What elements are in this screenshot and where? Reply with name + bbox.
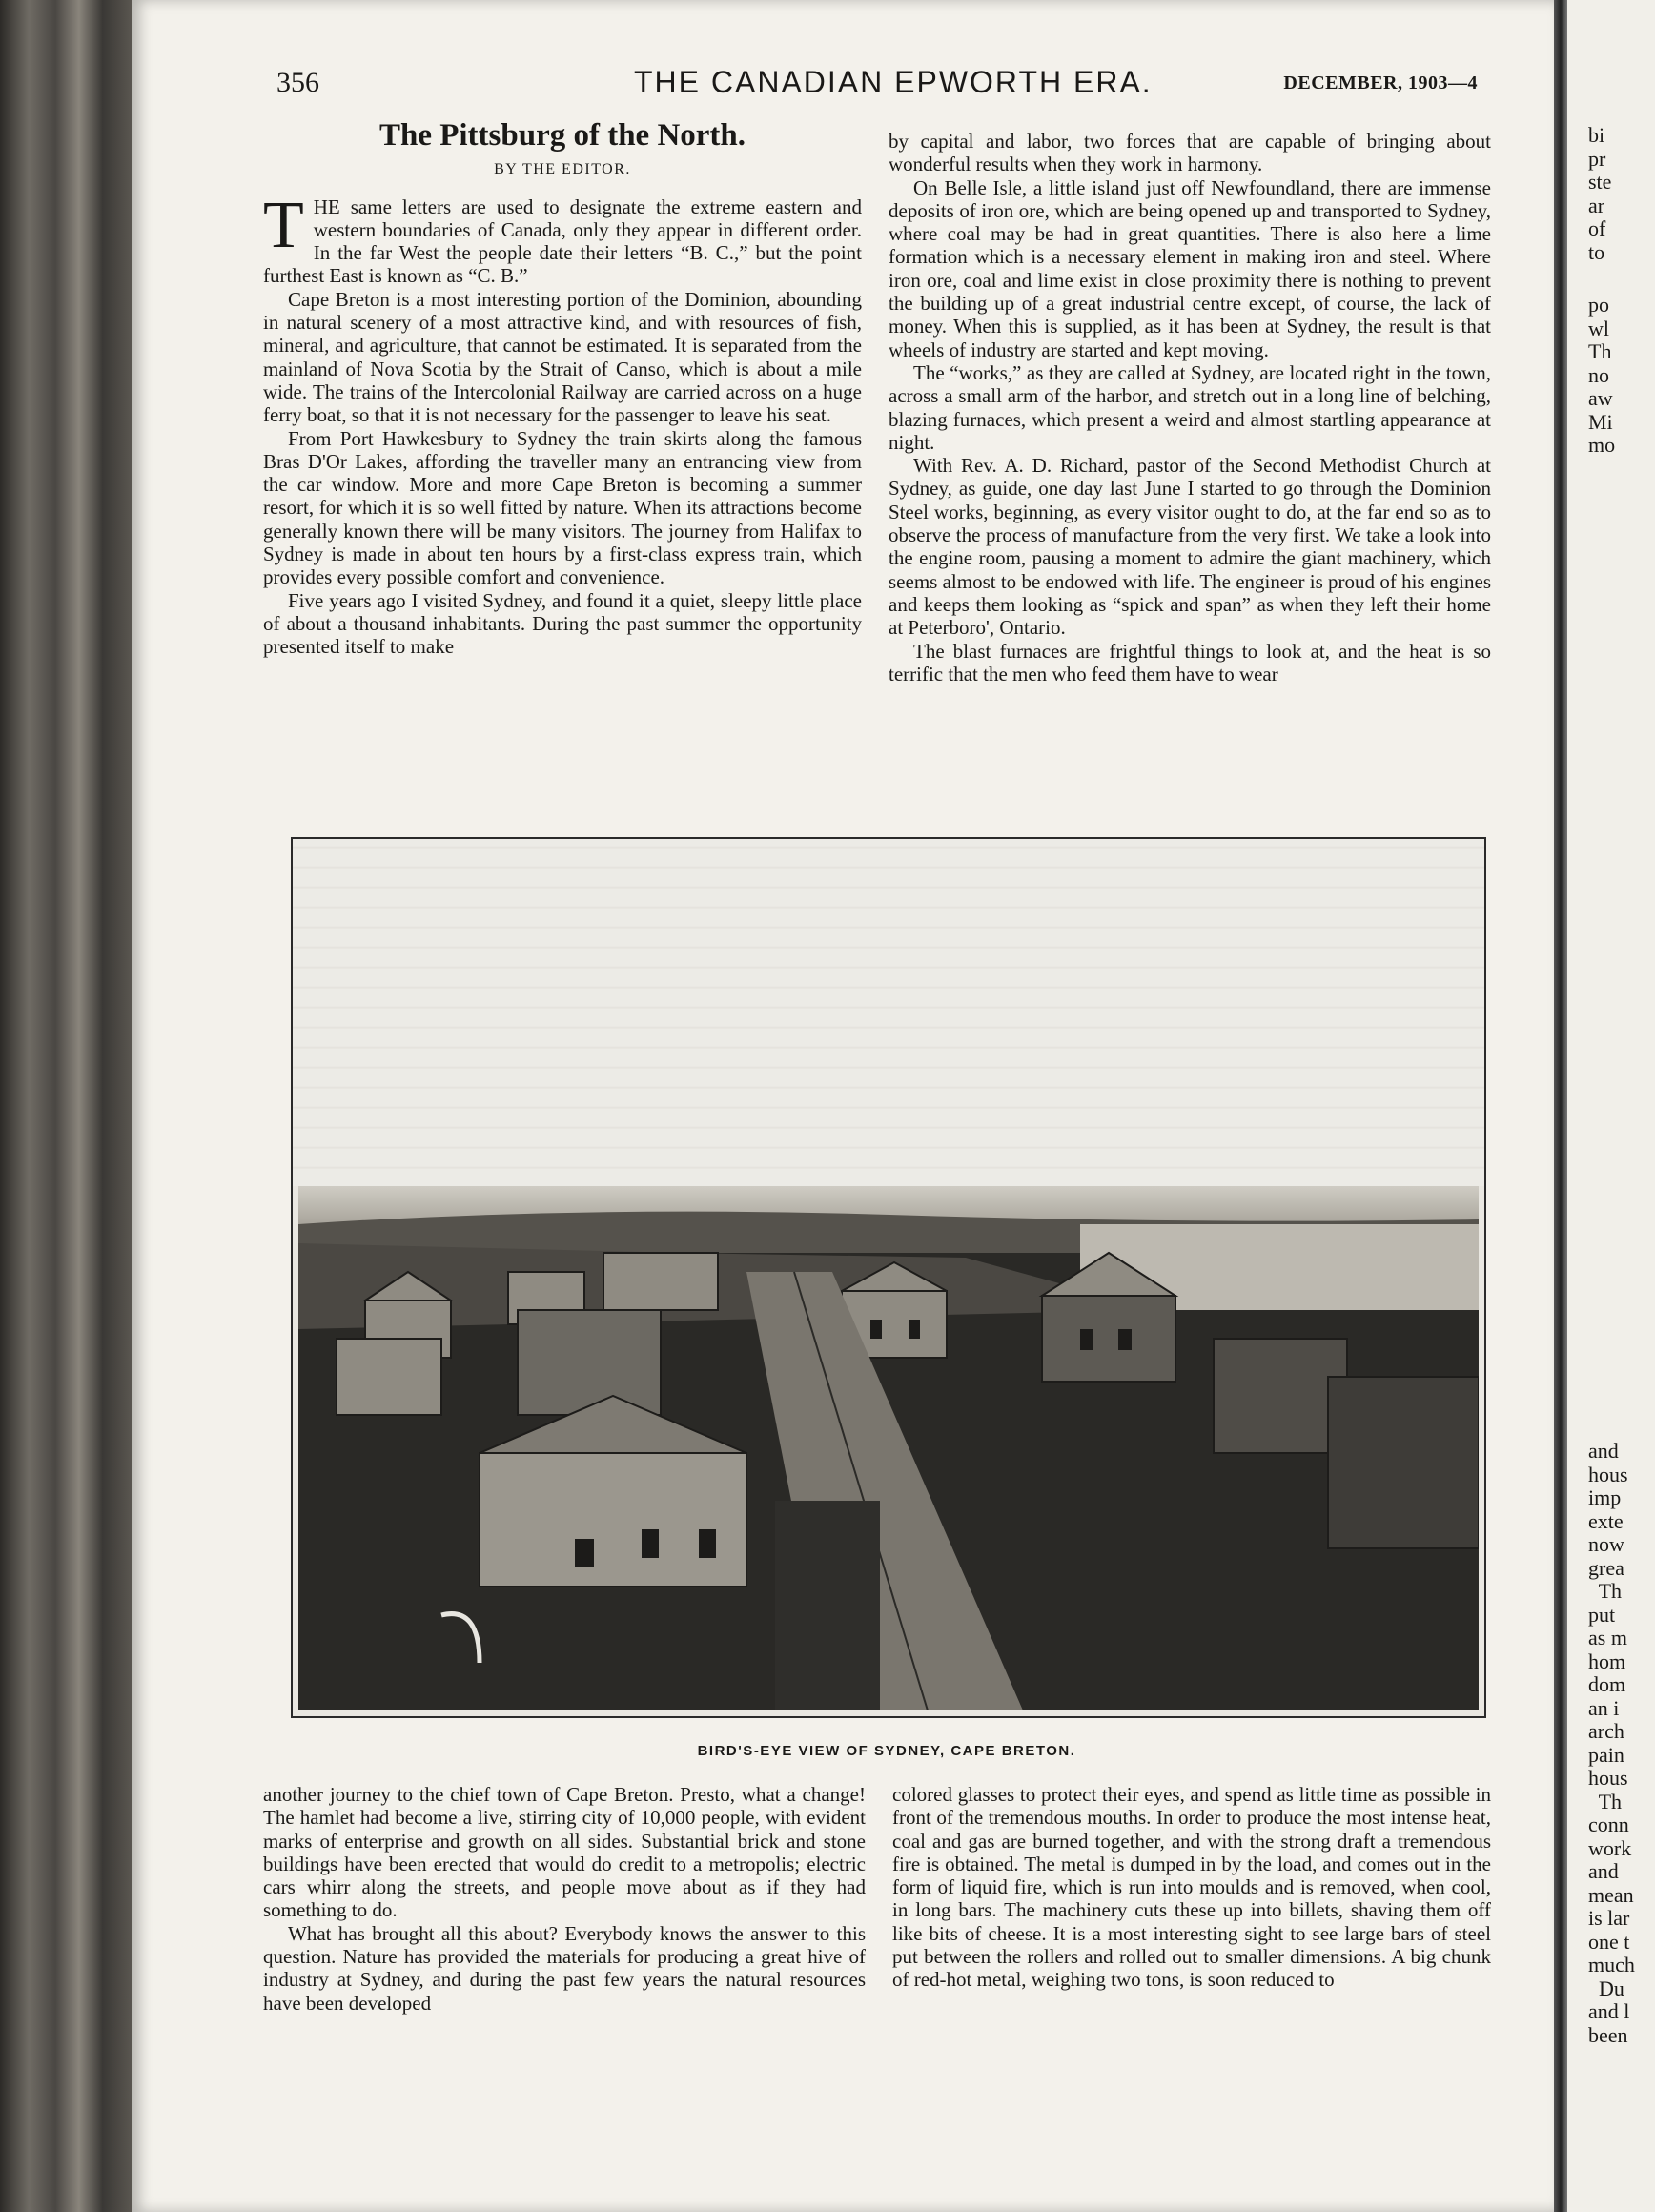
paragraph: colored glasses to protect their eyes, and spend as little time as possible in front of the tremendous mouths. In order to produce the most intense heat, coal and gas are burned together, and with the strong draft a tremendous fire is obtained. The metal is dumped in by the load, and comes out in the form of liquid fire, which is run into moulds and is removed, when cool, in long bars. The machinery cuts these up into billets, shaving them off like bits of cheese. It is a most interesting sight to see large bars of steel put between the rollers and rolled out to smaller dimensions. A big chunk of red-hot metal, weighing two tons, is soon reduced to	[892, 1783, 1491, 1992]
column-upper-right	[889, 130, 1491, 686]
column-lower-left	[263, 1783, 866, 2015]
paragraph: With Rev. A. D. Richard, pastor of the Second Methodist Church at Sydney, as guide, one day last June I started to go through the Dominion Steel works, beginning, as every visitor ought to do, at the far end so as to observe the process of manufacture from the very first. We take a look into the engine room, pausing a moment to admire the giant machinery, which seems almost to be endowed with life. The engineer is proud of his engines and keeps them looking as “spick and span” as when they left their home at Peterboro', Ontario.	[889, 454, 1491, 640]
paragraph: The blast furnaces are frightful things to look at, and the heat is so terrific that the men who feed them have to wear	[889, 639, 1491, 686]
column-lower-right	[892, 1783, 1491, 1992]
article-byline: BY THE EDITOR.	[494, 161, 631, 178]
paragraph: by capital and labor, two forces that are capable of bringing about wonderful results when they work in harmony.	[889, 130, 1491, 176]
paragraph: From Port Hawkesbury to Sydney the train skirts along the famous Bras D'Or Lakes, affording the traveller many an entrancing view from the car window. More and more Cape Breton is becoming a summer resort, for which it is so well fitted by nature. When its attractions become generally known there will be many visitors. The journey from Halifax to Sydney is made in about ten hours by a first-class express train, which provides every possible comfort and convenience.	[263, 426, 862, 589]
paragraph: What has brought all this about? Everybody knows the answer to this question. Nature has provided the materials for producing a great hive of industry at Sydney, and during the past few years the natural resources have been developed	[263, 1921, 866, 2015]
article-title: The Pittsburg of the North.	[378, 118, 746, 153]
photo-sky-area	[293, 839, 1484, 1186]
adjacent-text-fragment: bi pr ste ar of to	[1588, 123, 1612, 264]
page-number: 356	[276, 67, 319, 98]
photo-sydney-birds-eye	[298, 1186, 1479, 1710]
paragraph: Cape Breton is a most interesting portion of the Dominion, abounding in natural scenery of a most attractive kind, and with resources of fish, mineral, and agriculture, that cannot be estimated. It is separated from the mainland of Nova Scotia by the Strait of Canso, which is about a mile wide. The trains of the Intercolonial Railway are carried across on a huge ferry boat, so that it is not necessary for the passenger to leave his seat.	[263, 287, 862, 427]
paragraph: On Belle Isle, a little island just off Newfoundland, there are immense deposits of iron ore, which are being opened up and transported to Sydney, where coal may be had in great quantities. There is also here a lime formation which is a necessary element in making iron and steel. Where iron ore, coal and lime exist in close proximity there is nothing to prevent the building up of a great industrial centre except, of course, the lack of money. When this is supplied, as it has been at Sydney, the result is that wheels of industry are started and kept moving.	[889, 175, 1491, 361]
paragraph: Five years ago I visited Sydney, and found it a quiet, sleepy little place of about a thousand inhabitants. During the past summer the opportunity presented itself to make	[263, 588, 862, 659]
magazine-title: THE CANADIAN EPWORTH ERA.	[634, 65, 1153, 99]
photo-caption: BIRD'S-EYE VIEW OF SYDNEY, CAPE BRETON.	[697, 1743, 1076, 1759]
book-binding	[0, 0, 132, 2212]
paragraph: The “works,” as they are called at Sydney, are located right in the town, across a small arm of the harbor, and stretch out in a long line of belching, blazing furnaces, which present a weird and almost startling appearance at night.	[889, 360, 1491, 454]
drop-cap: T	[263, 188, 304, 262]
paragraph: another journey to the chief town of Cape Breton. Presto, what a change! The hamlet had become a live, stirring city of 10,000 people, with evident marks of enterprise and growth on all sides. Substantial brick and stone buildings have been erected that would do credit to a metropolis; electric cars whirr along the streets, and people move about as if they had something to do.	[263, 1783, 866, 1922]
adjacent-page-edge	[1567, 0, 1655, 2212]
adjacent-text-fragment: and hous imp exte now grea Th put as m hom dom an i arch pain hous Th conn work and mean is lar one t much Du and l been	[1588, 1439, 1635, 2047]
issue-date: DECEMBER, 1903—4	[1283, 72, 1478, 93]
column-upper-left	[263, 118, 862, 659]
photo-frame	[291, 837, 1486, 1718]
page-header	[276, 65, 1478, 103]
adjacent-text-fragment: po wl Th no aw Mi mo	[1588, 293, 1616, 457]
town-photo-illustration	[298, 1186, 1479, 1710]
paragraph-intro	[263, 188, 862, 288]
paragraph-intro-text: HE same letters are used to designate the extreme eastern and western boundaries of Canada, only they appear in different order. In the far West the people date their letters “B. C.,” but the point furthest East is known as “C. B.”	[263, 195, 862, 288]
page-gutter	[1554, 0, 1567, 2212]
